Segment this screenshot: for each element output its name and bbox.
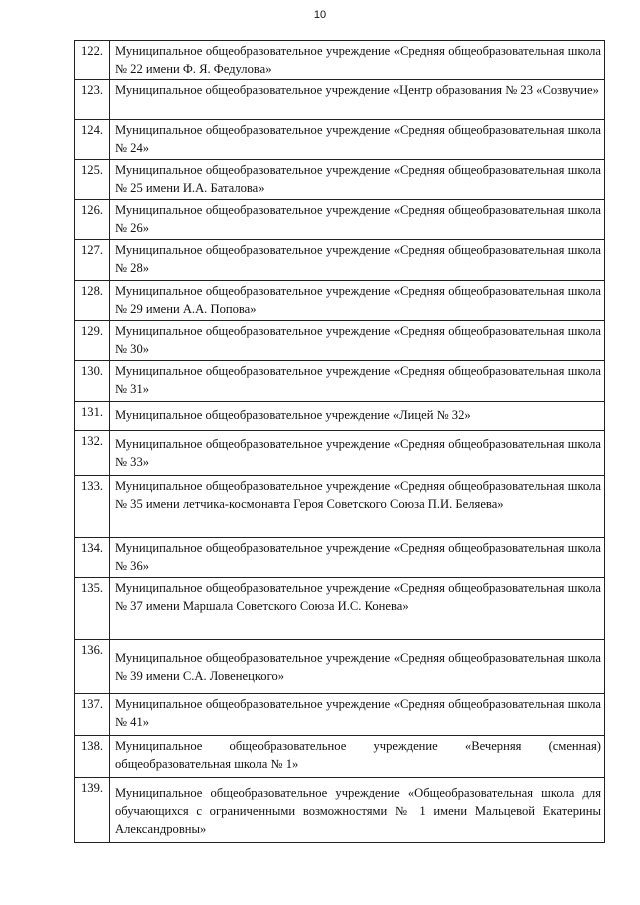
table-row xyxy=(75,538,605,578)
row-text xyxy=(110,640,605,694)
table-row xyxy=(75,476,605,538)
page-number: 10 xyxy=(313,9,327,21)
table-row xyxy=(75,431,605,476)
row-number: 137. xyxy=(75,694,110,736)
row-text xyxy=(110,240,605,281)
row-text-content: Муниципальное общеобразовательное учреждение «Средняя общеобразовательная школа № 24» xyxy=(115,123,601,155)
row-number: 136. xyxy=(75,640,110,694)
table-row xyxy=(75,160,605,200)
row-text-content: Муниципальное общеобразовательное учреждение «Средняя общеобразовательная школа № 22 имени Ф. Я. Федулова» xyxy=(115,44,601,76)
row-text-content: Муниципальное общеобразовательное учреждение «Средняя общеобразовательная школа № 35 имени летчика-космонавта Героя Советского Союза П.И. Беляева» xyxy=(115,479,601,511)
row-text-content: Муниципальное общеобразовательное учреждение «Вечерняя (сменная) общеобразовательная школа № 1» xyxy=(115,739,601,771)
row-number: 126. xyxy=(75,200,110,240)
row-text xyxy=(110,321,605,361)
row-text-content: Муниципальное общеобразовательное учреждение «Средняя общеобразовательная школа № 39 имени С.А. Ловенецкого» xyxy=(115,651,601,683)
row-number: 138. xyxy=(75,736,110,778)
row-text-content: Муниципальное общеобразовательное учреждение «Средняя общеобразовательная школа № 30» xyxy=(115,324,601,356)
row-text xyxy=(110,694,605,736)
row-text xyxy=(110,538,605,578)
table-row xyxy=(75,640,605,694)
row-text-content: Муниципальное общеобразовательное учреждение «Средняя общеобразовательная школа № 33» xyxy=(115,437,601,469)
institutions-table xyxy=(74,40,605,843)
row-text-content: Муниципальное общеобразовательное учреждение «Средняя общеобразовательная школа № 37 имени Маршала Советского Союза И.С. Конева» xyxy=(115,581,601,613)
row-text xyxy=(110,578,605,640)
row-text-content: Муниципальное общеобразовательное учреждение «Средняя общеобразовательная школа № 29 имени А.А. Попова» xyxy=(115,284,601,316)
row-text-content: Муниципальное общеобразовательное учреждение «Общеобразовательная школа для обучающихся с ограниченными возможностями № 1 имени Мальцевой Екатерины Александровны» xyxy=(115,786,601,836)
row-text xyxy=(110,120,605,160)
row-number: 122. xyxy=(75,41,110,80)
row-number: 132. xyxy=(75,431,110,476)
table-row xyxy=(75,321,605,361)
row-text xyxy=(110,431,605,476)
table-row xyxy=(75,778,605,843)
row-number: 135. xyxy=(75,578,110,640)
row-text-content: Муниципальное общеобразовательное учреждение «Лицей № 32» xyxy=(115,408,471,422)
row-number: 123. xyxy=(75,80,110,120)
row-text-content: Муниципальное общеобразовательное учреждение «Центр образования № 23 «Созвучие» xyxy=(115,83,599,97)
row-text-content: Муниципальное общеобразовательное учреждение «Средняя общеобразовательная школа № 25 имени И.А. Баталова» xyxy=(115,163,601,195)
table-row xyxy=(75,694,605,736)
table-row xyxy=(75,736,605,778)
row-text xyxy=(110,361,605,402)
row-number: 129. xyxy=(75,321,110,361)
row-number: 131. xyxy=(75,402,110,431)
row-text xyxy=(110,778,605,843)
row-text xyxy=(110,402,605,431)
row-number: 128. xyxy=(75,281,110,321)
row-text-content: Муниципальное общеобразовательное учреждение «Средняя общеобразовательная школа № 31» xyxy=(115,364,601,396)
table-row xyxy=(75,80,605,120)
row-text xyxy=(110,80,605,120)
row-text-content: Муниципальное общеобразовательное учреждение «Средняя общеобразовательная школа № 26» xyxy=(115,203,601,235)
table-row xyxy=(75,281,605,321)
row-text xyxy=(110,736,605,778)
row-text-content: Муниципальное общеобразовательное учреждение «Средняя общеобразовательная школа № 41» xyxy=(115,697,601,729)
row-text xyxy=(110,200,605,240)
table-row xyxy=(75,578,605,640)
row-number: 133. xyxy=(75,476,110,538)
row-text xyxy=(110,160,605,200)
row-number: 124. xyxy=(75,120,110,160)
row-number: 125. xyxy=(75,160,110,200)
row-number: 127. xyxy=(75,240,110,281)
row-number: 130. xyxy=(75,361,110,402)
table-row xyxy=(75,361,605,402)
row-text xyxy=(110,476,605,538)
table-row xyxy=(75,402,605,431)
table-row xyxy=(75,200,605,240)
table-row xyxy=(75,240,605,281)
table-row xyxy=(75,41,605,80)
row-text xyxy=(110,281,605,321)
row-number: 139. xyxy=(75,778,110,843)
row-text-content: Муниципальное общеобразовательное учреждение «Средняя общеобразовательная школа № 28» xyxy=(115,243,601,275)
row-text-content: Муниципальное общеобразовательное учреждение «Средняя общеобразовательная школа № 36» xyxy=(115,541,601,573)
row-number: 134. xyxy=(75,538,110,578)
row-text xyxy=(110,41,605,80)
table-row xyxy=(75,120,605,160)
